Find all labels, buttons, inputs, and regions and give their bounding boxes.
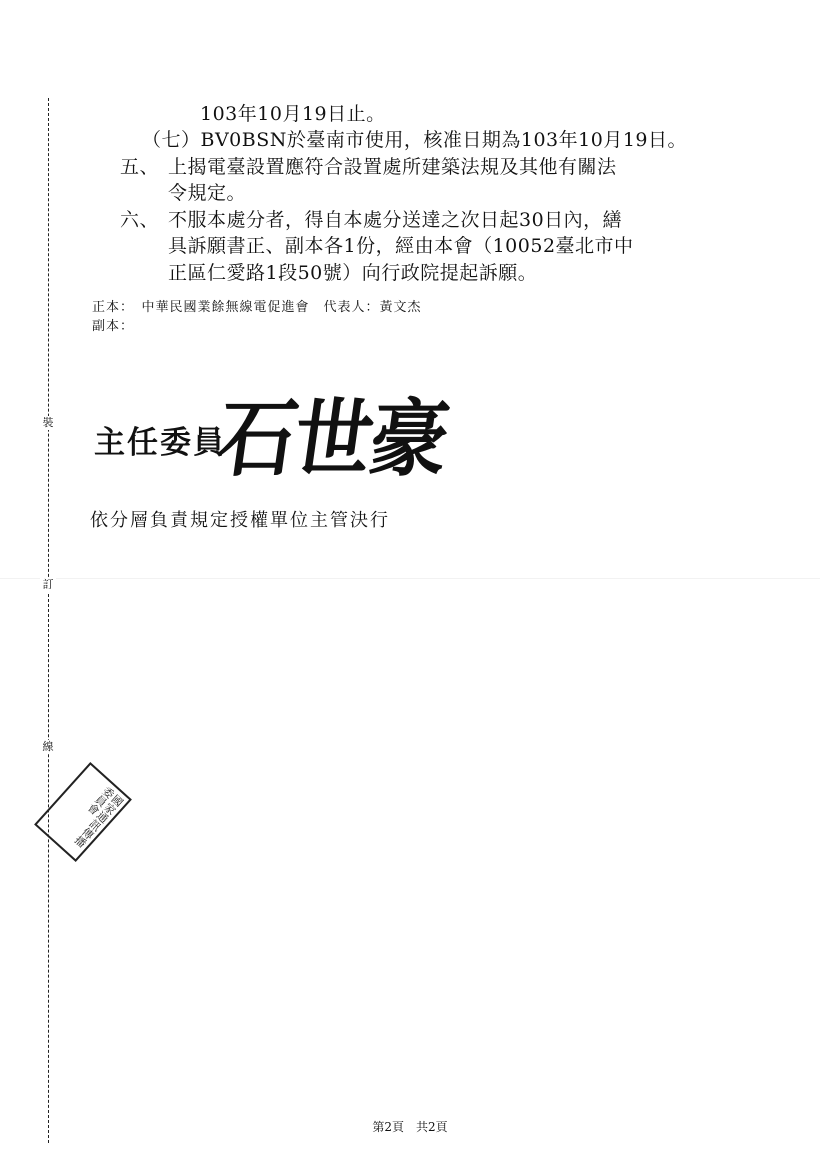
body-line <box>168 261 537 285</box>
binding-mark-zhuang: 裝 <box>40 416 56 430</box>
body-line-text: 上揭電臺設置應符合設置處所建築法規及其他有關法 <box>168 156 617 178</box>
item-five <box>120 155 617 179</box>
body-line-text: 具訴願書正、副本各1份，經由本會（10052臺北市中 <box>168 235 634 257</box>
scan-crease <box>0 578 820 579</box>
delegation-note: 依分層負責規定授權單位主管決行 <box>90 510 390 531</box>
body-line <box>142 128 687 152</box>
item-number: 六、 <box>120 209 160 231</box>
copy-recipient: 副本： <box>92 319 135 334</box>
binding-mark-ding: 訂 <box>40 578 56 592</box>
item-six <box>120 208 622 232</box>
signature: 石世豪 <box>211 390 454 489</box>
page-footer: 第2頁 共2頁 <box>372 1120 448 1134</box>
body-line-text: 不服本處分者，得自本處分送達之次日起30日內，繕 <box>168 209 623 231</box>
primary-recipient: 正本： 中華民國業餘無線電促進會 代表人：黃文杰 <box>92 300 422 315</box>
body-line <box>168 234 634 258</box>
binding-line <box>48 98 49 1143</box>
body-line-text: 103年10月19日止。 <box>200 103 386 125</box>
stamp-text: 國家通訊傳播委員會 <box>71 783 126 850</box>
body-line-text: 正區仁愛路1段50號）向行政院提起訴願。 <box>168 262 538 284</box>
body-line <box>168 181 246 205</box>
body-line <box>200 102 386 126</box>
body-line-text: 令規定。 <box>168 182 247 204</box>
body-line-text: （七）BV0BSN於臺南市使用，核准日期為103年10月19日。 <box>142 129 687 151</box>
binding-mark-xian: 線 <box>40 740 56 754</box>
signer-title: 主任委員 <box>94 425 226 461</box>
item-number: 五、 <box>120 156 160 178</box>
